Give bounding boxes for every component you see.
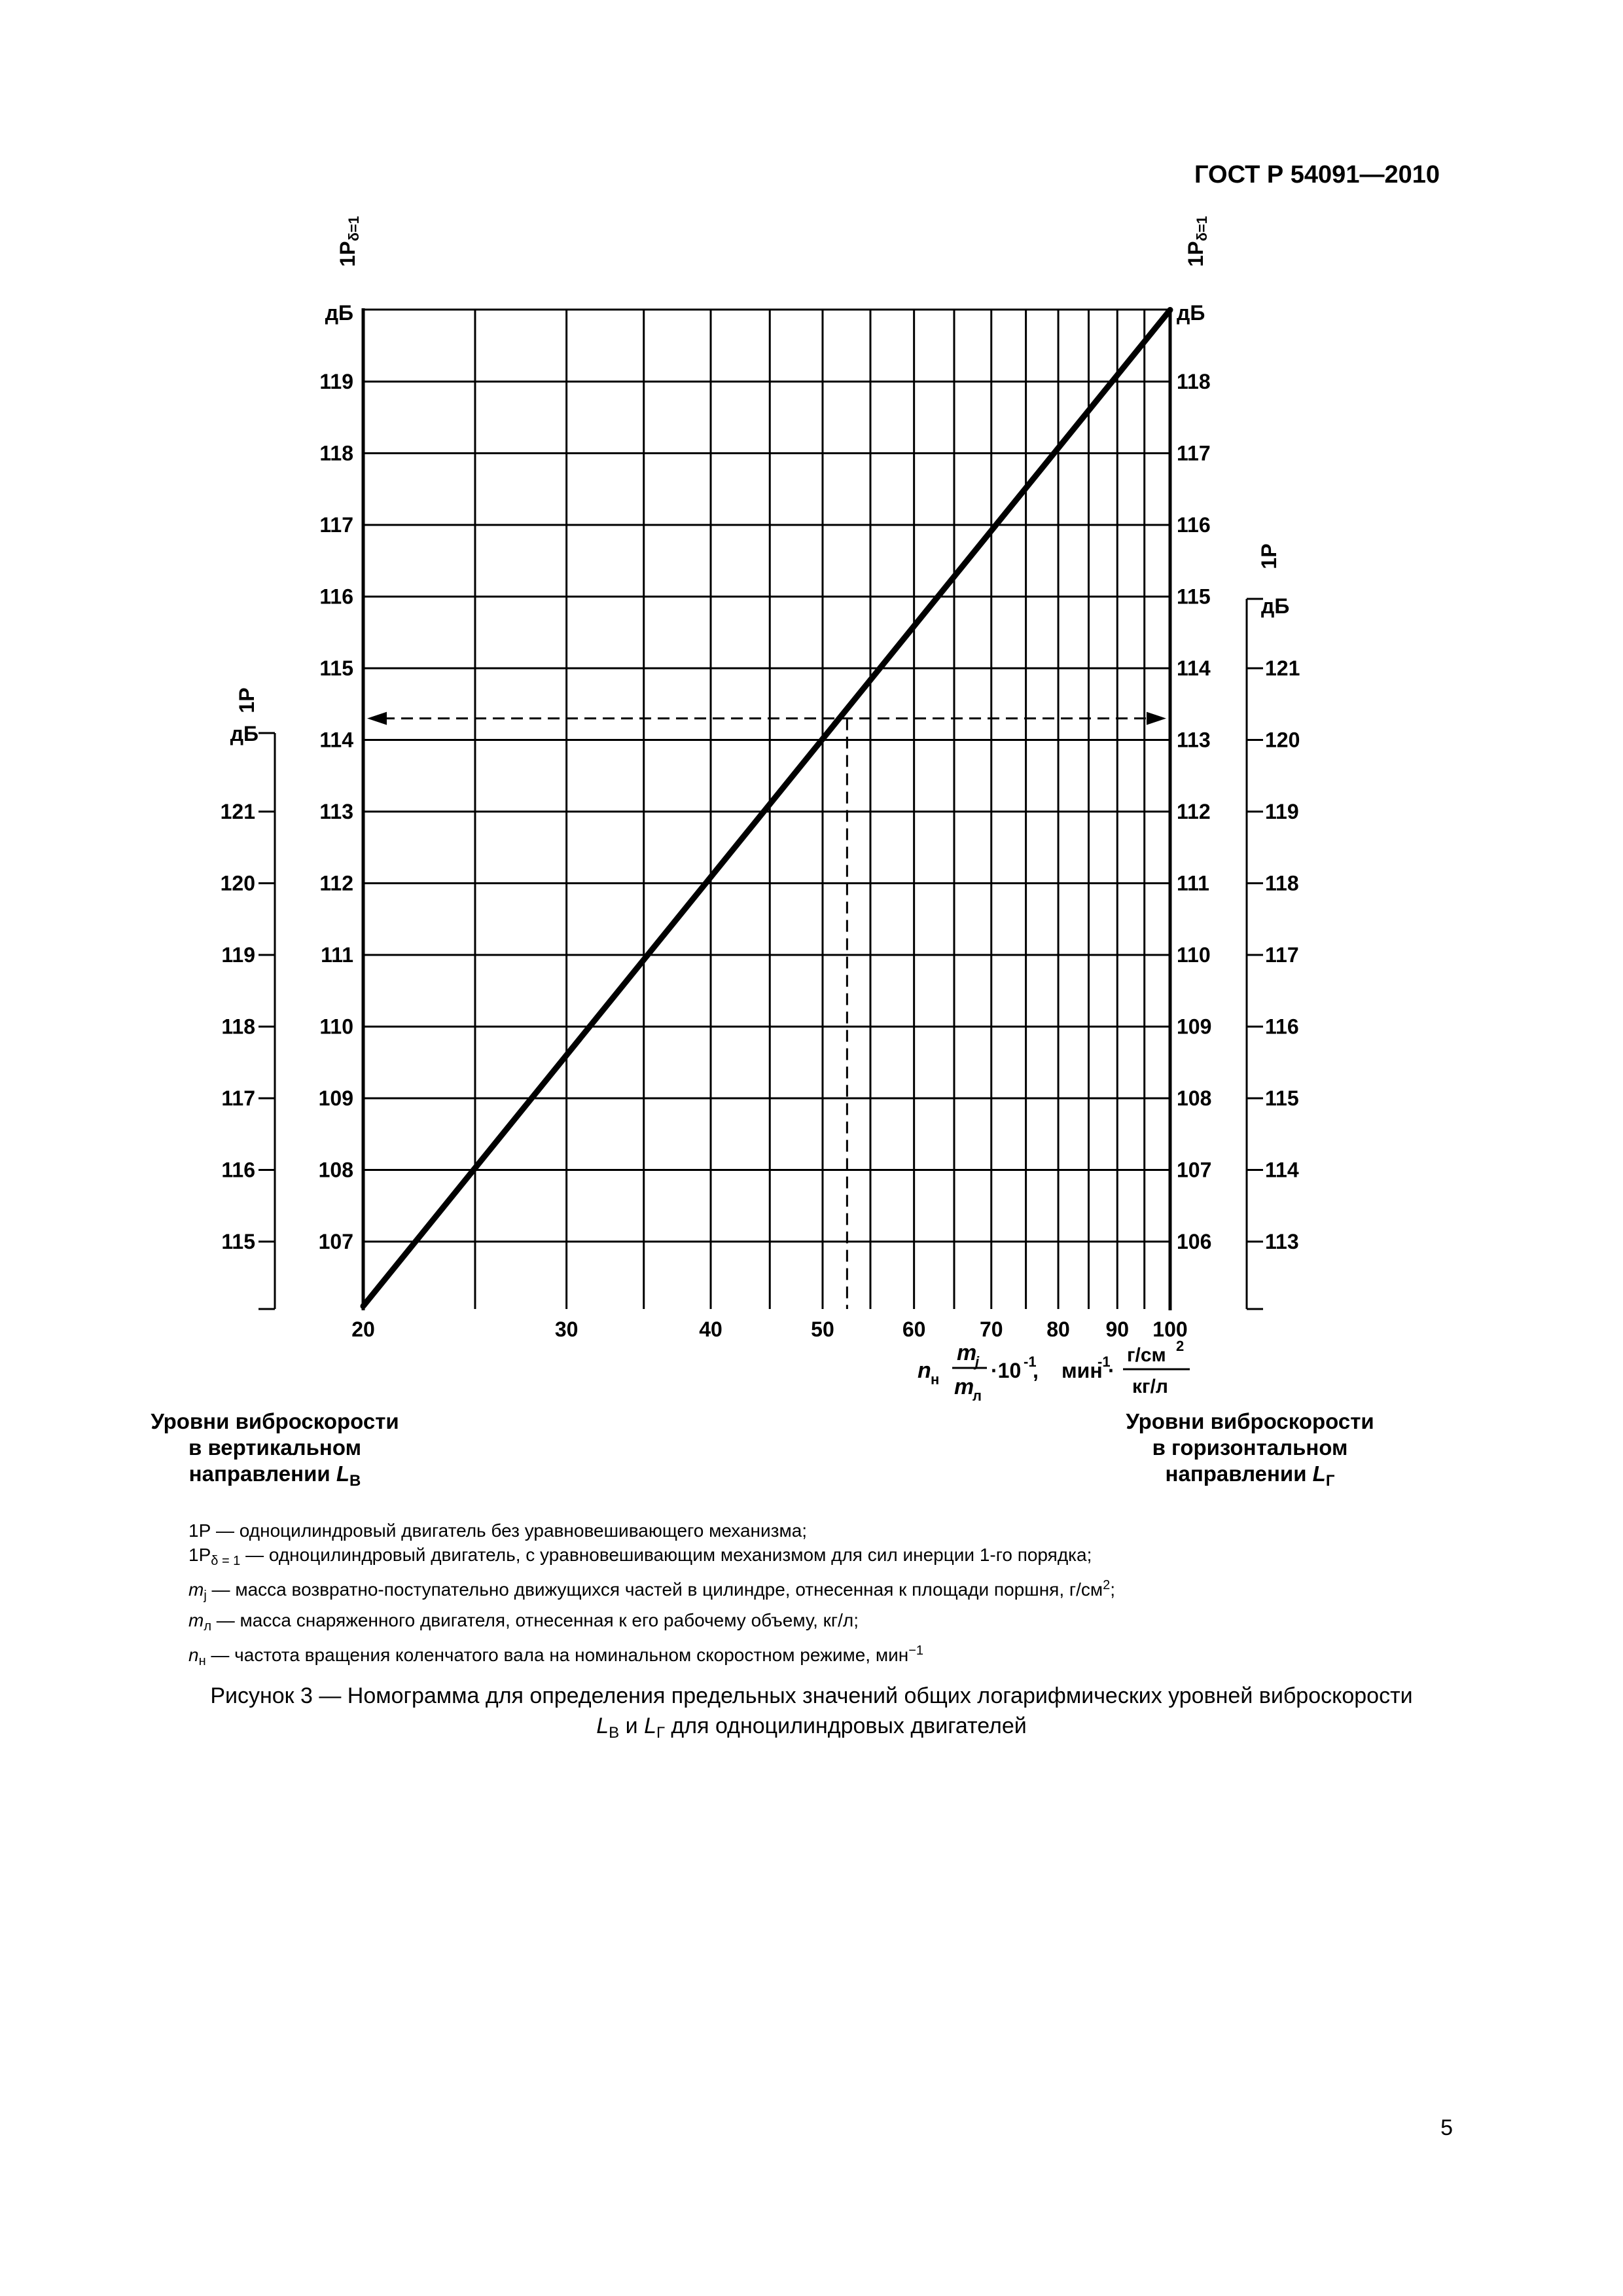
legend-sup: 2 xyxy=(1103,1578,1111,1592)
x-label-n: n xyxy=(918,1358,931,1383)
right-1p-tick-116: 116 xyxy=(1265,1014,1299,1039)
series-line-0 xyxy=(363,310,1170,1306)
x-label-unit-exp: -1 xyxy=(1097,1354,1111,1370)
left-1p-tick-118: 118 xyxy=(221,1014,255,1039)
left-caption-line3 xyxy=(105,1461,445,1494)
caption-symbol-lv-sub: В xyxy=(609,1724,620,1742)
right-1pd-tick-112: 112 xyxy=(1177,800,1211,823)
legend-tail: ; xyxy=(1110,1579,1116,1600)
example-arrow-left xyxy=(367,712,387,725)
right-caption-symbol: L xyxy=(1312,1462,1326,1486)
x-label-m-bottom: m xyxy=(954,1374,974,1399)
caption-and: и xyxy=(619,1713,645,1738)
right-1p-title: 1Р xyxy=(1257,543,1281,569)
x-label-frac-top-exp: 2 xyxy=(1176,1338,1185,1354)
left-1p-unit: дБ xyxy=(230,722,259,745)
page-number: 5 xyxy=(1440,2115,1453,2140)
x-label-factor-exp: -1 xyxy=(1024,1354,1037,1370)
legend xyxy=(188,1518,1432,1674)
figure-caption-line1: Рисунок 3 — Номограмма для определения предельных значений общих логарифмических уровней виброскорости xyxy=(210,1683,1413,1708)
x-label-dot: · xyxy=(1108,1359,1115,1382)
right-caption-symbol-sub: Г xyxy=(1325,1472,1335,1490)
left-1pd-title-sub: δ=1 xyxy=(346,216,362,242)
right-1pd-tick-110: 110 xyxy=(1177,943,1211,967)
right-1pd-tick-117: 117 xyxy=(1177,441,1211,465)
legend-text: — одноцилиндровый двигатель, с уравновешивающим механизмом для сил инерции 1-го порядка; xyxy=(240,1545,1092,1565)
x-tick-label-50: 50 xyxy=(811,1318,834,1341)
left-caption-symbol-sub: В xyxy=(349,1472,361,1490)
left-1pd-tick-108: 108 xyxy=(318,1158,353,1182)
x-label-m-top-sub: j xyxy=(975,1354,980,1370)
left-caption-symbol: L xyxy=(336,1462,349,1486)
right-1pd-unit: дБ xyxy=(1177,301,1205,325)
left-1p-tick-119: 119 xyxy=(221,943,255,967)
legend-sym: 1Р xyxy=(188,1520,211,1541)
left-1p-tick-120: 120 xyxy=(220,871,255,895)
right-caption-line3 xyxy=(1080,1461,1420,1494)
caption-symbol-lg-sub: Г xyxy=(656,1724,665,1742)
left-1p-title: 1Р xyxy=(235,687,259,713)
right-1pd-title: 1Рδ=1 xyxy=(1184,216,1210,267)
legend-text: — масса снаряженного двигателя, отнесенная к его рабочему объему, кг/л; xyxy=(211,1610,859,1630)
left-1pd-tick-114: 114 xyxy=(319,728,353,752)
legend-sym-sub: j xyxy=(204,1588,207,1603)
right-1p-tick-113: 113 xyxy=(1265,1230,1299,1253)
right-1pd-tick-118: 118 xyxy=(1177,370,1211,393)
legend-sym: m xyxy=(188,1579,204,1600)
left-axis-caption xyxy=(105,1408,445,1494)
left-1pd-tick-113: 113 xyxy=(319,800,353,823)
left-1pd-tick-119: 119 xyxy=(319,370,353,393)
left-1p-tick-116: 116 xyxy=(221,1158,255,1182)
legend-text: — частота вращения коленчатого вала на номинальном скоростном режиме, мин xyxy=(205,1645,909,1665)
right-1p-tick-119: 119 xyxy=(1265,800,1299,823)
left-1pd-tick-112: 112 xyxy=(319,871,353,895)
document-number: ГОСТ Р 54091—2010 xyxy=(1194,161,1440,188)
left-1pd-tick-117: 117 xyxy=(319,513,353,537)
right-1pd-tick-115: 115 xyxy=(1177,584,1211,609)
x-label-factor: ·10 xyxy=(991,1359,1022,1382)
figure-caption-line2 xyxy=(79,1711,1544,1748)
right-caption-line1: Уровни виброскорости xyxy=(1126,1409,1374,1433)
right-1p-tick-117: 117 xyxy=(1265,943,1299,967)
legend-text: — масса возвратно-поступательно движущихся частей в цилиндре, отнесенная к площади поршня, г/см xyxy=(206,1579,1103,1600)
right-caption-line3-text: направлении xyxy=(1165,1462,1307,1486)
legend-sym: 1Р xyxy=(188,1545,211,1565)
left-1p-tick-121: 121 xyxy=(220,800,255,823)
caption-rest: для одноцилиндровых двигателей xyxy=(664,1713,1027,1738)
left-1pd-tick-110: 110 xyxy=(319,1014,353,1039)
legend-item-1pd xyxy=(188,1543,1432,1573)
right-1pd-tick-113: 113 xyxy=(1177,728,1211,752)
right-1pd-tick-108: 108 xyxy=(1177,1086,1212,1110)
x-tick-label-100: 100 xyxy=(1152,1318,1188,1341)
left-1pd-unit: дБ xyxy=(325,301,353,325)
right-1pd-tick-106: 106 xyxy=(1177,1230,1212,1253)
right-1pd-tick-107: 107 xyxy=(1177,1158,1212,1182)
legend-sym: m xyxy=(188,1610,204,1630)
legend-sym-sub: δ = 1 xyxy=(211,1554,241,1568)
x-tick-label-30: 30 xyxy=(554,1318,579,1341)
right-1p-tick-114: 114 xyxy=(1265,1158,1299,1182)
left-1pd-tick-118: 118 xyxy=(319,441,353,465)
x-tick-label-60: 60 xyxy=(902,1318,926,1341)
x-label-m-top: m xyxy=(957,1340,977,1365)
left-caption-line2: в вертикальном xyxy=(188,1435,362,1460)
x-label-m-bottom-sub: л xyxy=(972,1388,982,1404)
left-1p-tick-115: 115 xyxy=(221,1230,255,1253)
figure-caption xyxy=(79,1681,1544,1748)
x-label-n-sub: н xyxy=(931,1371,940,1388)
left-1pd-title: 1Рδ=1 xyxy=(336,216,362,267)
x-tick-label-90: 90 xyxy=(1105,1318,1130,1341)
left-1pd-tick-111: 111 xyxy=(321,943,353,967)
x-tick-label-80: 80 xyxy=(1046,1318,1070,1341)
legend-sym-sub: л xyxy=(204,1619,211,1634)
left-1pd-tick-109: 109 xyxy=(318,1086,353,1110)
legend-sym-sub: н xyxy=(198,1654,206,1668)
right-1pd-tick-109: 109 xyxy=(1177,1014,1212,1039)
left-1pd-tick-107: 107 xyxy=(318,1230,353,1253)
right-1pd-title-sub: δ=1 xyxy=(1194,216,1210,242)
x-tick-label-20: 20 xyxy=(351,1318,375,1341)
right-1p-tick-120: 120 xyxy=(1265,728,1300,752)
example-arrow-right xyxy=(1147,712,1166,725)
x-axis-label xyxy=(918,1338,1190,1404)
left-caption-line3-text: направлении xyxy=(188,1462,330,1486)
legend-item-mj xyxy=(188,1573,1432,1608)
right-caption-line2: в горизонтальном xyxy=(1152,1435,1348,1460)
right-1pd-tick-116: 116 xyxy=(1177,513,1211,537)
right-1p-unit: дБ xyxy=(1261,594,1290,618)
x-label-comma: , xyxy=(1033,1359,1039,1382)
x-label-frac-top: г/см xyxy=(1127,1344,1166,1366)
left-1pd-tick-116: 116 xyxy=(319,584,353,609)
right-1p-tick-121: 121 xyxy=(1265,656,1300,680)
x-label-unit: мин xyxy=(1061,1359,1103,1382)
legend-item-ml xyxy=(188,1608,1432,1639)
caption-symbol-lv: L xyxy=(596,1713,609,1738)
right-1p-tick-115: 115 xyxy=(1265,1086,1299,1110)
left-caption-line1: Уровни виброскорости xyxy=(151,1409,399,1433)
legend-sym: n xyxy=(188,1645,199,1665)
left-1pd-tick-115: 115 xyxy=(319,656,353,680)
right-axis-caption xyxy=(1080,1408,1420,1494)
left-1p-tick-117: 117 xyxy=(221,1086,255,1110)
legend-item-nn xyxy=(188,1639,1432,1674)
legend-text: — одноцилиндровый двигатель без уравновешивающего механизма; xyxy=(211,1520,808,1541)
x-tick-label-40: 40 xyxy=(699,1318,722,1341)
legend-item-1p xyxy=(188,1518,1432,1543)
x-label-frac-bottom: кг/л xyxy=(1132,1376,1168,1397)
x-tick-label-70: 70 xyxy=(979,1318,1003,1341)
right-1p-tick-118: 118 xyxy=(1265,871,1299,895)
right-1pd-tick-111: 111 xyxy=(1177,871,1209,895)
legend-sup: −1 xyxy=(908,1643,924,1658)
right-1pd-tick-114: 114 xyxy=(1177,656,1211,680)
caption-symbol-lg: L xyxy=(644,1713,656,1738)
